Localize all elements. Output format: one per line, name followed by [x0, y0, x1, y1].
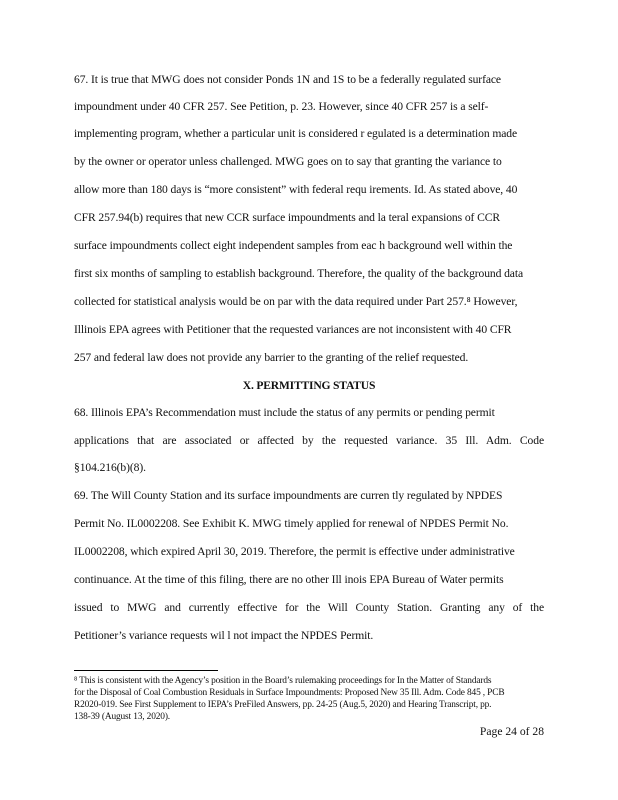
- paragraph-69-line-2: Permit No. IL0002208. See Exhibit K. MWG timely applied for renewal of NPDES Permit No.: [74, 517, 509, 530]
- paragraph-69-line-3: IL0002208, which expired April 30, 2019. Therefore, the permit is effective under administrative: [74, 545, 515, 558]
- paragraph-67-line-8: first six months of sampling to establish background. Therefore, the quality of the background data: [74, 267, 524, 280]
- paragraph-69-line-1: 69. The Will County Station and its surface impoundments are curren tly regulated by NPDES: [74, 489, 503, 502]
- paragraph-69-line-5: issued to MWG and currently effective for the Will County Station. Granting any of the: [74, 601, 544, 614]
- paragraph-67-line-7: surface impoundments collect eight independent samples from eac h background well within the: [74, 239, 513, 252]
- paragraph-67-line-11: 257 and federal law does not provide any barrier to the granting of the relief requested.: [74, 351, 469, 364]
- section-heading: X. PERMITTING STATUS: [242, 379, 376, 392]
- paragraph-69-line-4: continuance. At the time of this filing, there are no other Ill inois EPA Bureau of Water permits: [74, 573, 504, 586]
- footnote-line-3: R2020-019. See First Supplement to IEPA’s PreFiled Answers, pp. 24-25 (Aug.5, 2020) and Hearing Transcript, pp.: [74, 700, 492, 710]
- footnote-separator: [74, 670, 218, 671]
- paragraph-67-line-9: collected for statistical analysis would be on par with the data required under Part 257.⁸ However,: [74, 295, 518, 308]
- footnote-line-1: ⁸ This is consistent with the Agency’s position in the Board’s rulemaking proceedings for In the Matter of Standards: [74, 676, 492, 686]
- paragraph-67-line-6: CFR 257.94(b) requires that new CCR surface impoundments and la teral expansions of CCR: [74, 211, 500, 224]
- paragraph-67-line-3: implementing program, whether a particular unit is considered r egulated is a determination made: [74, 127, 518, 140]
- page-number: Page 24 of 28: [479, 725, 544, 738]
- paragraph-67-line-5: allow more than 180 days is “more consistent” with federal requ irements. Id. As stated above, 40: [74, 183, 518, 196]
- footnote-line-4: 138-39 (August 13, 2020).: [74, 712, 170, 722]
- paragraph-67-line-1: 67. It is true that MWG does not consider Ponds 1N and 1S to be a federally regulated surface: [74, 73, 501, 86]
- paragraph-69-line-6: Petitioner’s variance requests wil l not impact the NPDES Permit.: [74, 629, 374, 642]
- paragraph-67-line-4: by the owner or operator unless challenged. MWG goes on to say that granting the variance to: [74, 155, 502, 168]
- paragraph-68-line-2: applications that are associated or affected by the requested variance. 35 Ill. Adm. Code: [74, 434, 544, 447]
- paragraph-67-line-2: impoundment under 40 CFR 257. See Petition, p. 23. However, since 40 CFR 257 is a self-: [74, 100, 489, 113]
- footnote-line-2: for the Disposal of Coal Combustion Residuals in Surface Impoundments: Proposed New 35 Ill. Adm. Code 845 , PCB: [74, 688, 505, 698]
- paragraph-67-line-10: Illinois EPA agrees with Petitioner that the requested variances are not inconsistent with 40 CFR: [74, 323, 512, 336]
- paragraph-68-line-3: §104.216(b)(8).: [74, 461, 146, 474]
- paragraph-68-line-1: 68. Illinois EPA’s Recommendation must include the status of any permits or pending permit: [74, 406, 495, 419]
